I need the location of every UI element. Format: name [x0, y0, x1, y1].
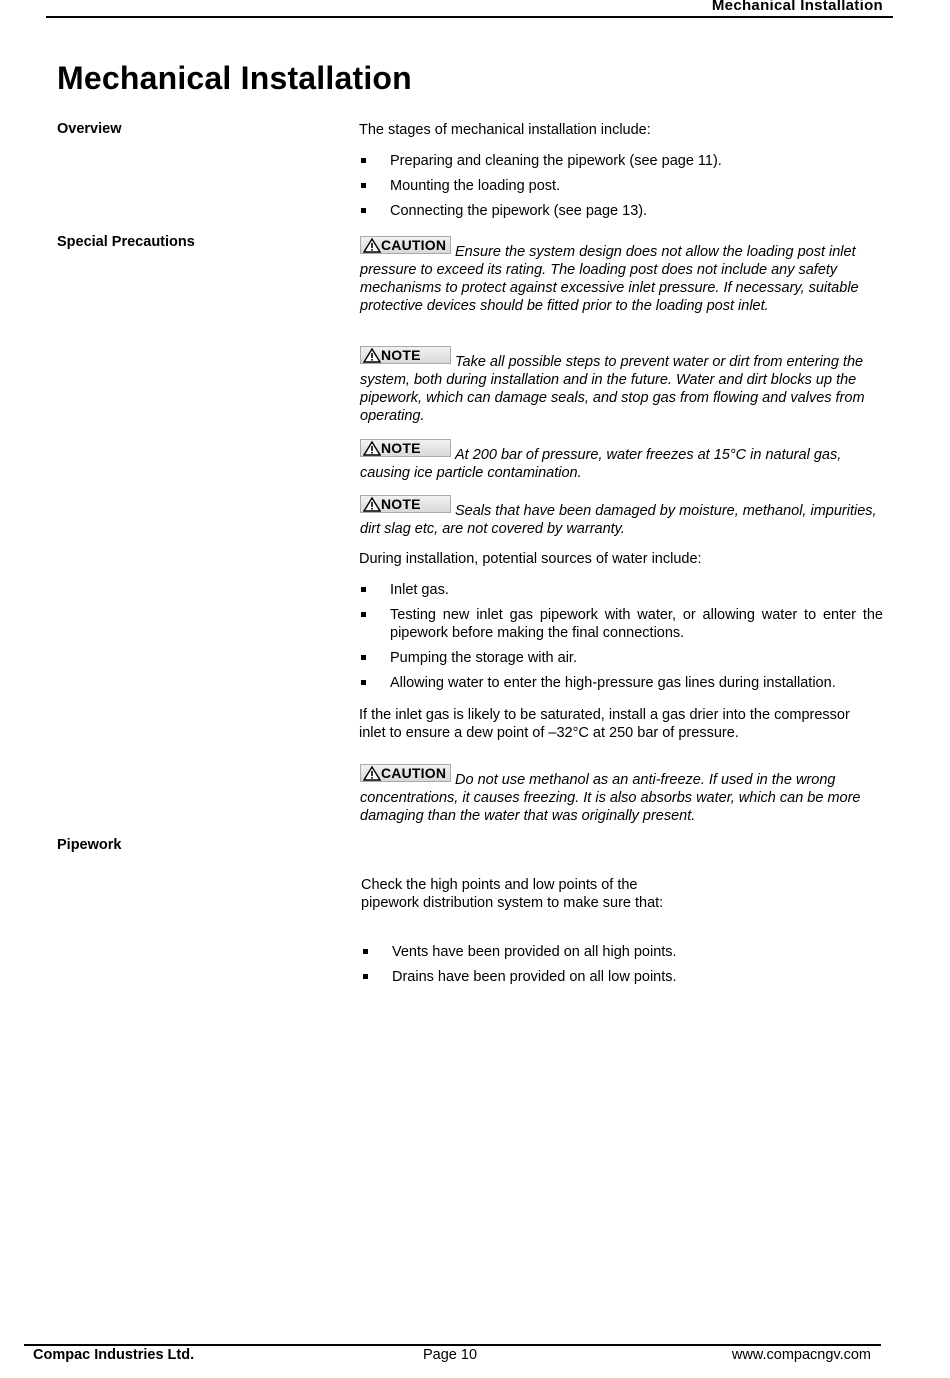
list-item: Preparing and cleaning the pipework (see page 11). — [359, 152, 889, 170]
list-item: Connecting the pipework (see page 13). — [359, 202, 889, 220]
pipework-list — [361, 943, 686, 993]
note-notice: NOTE Seals that have been damaged by moisture, methanol, impurities, dirt slag etc, are not covered by warranty. — [360, 496, 877, 537]
water-sources-intro: During installation, potential sources of water include: — [359, 551, 702, 567]
note-notice: NOTE Take all possible steps to prevent water or dirt from entering the system, both during installation and in the future. Water and dirt blocks up the pipework, which can damage seals, and stop gas from flowing and valves from operating. — [360, 347, 865, 424]
note-notice: NOTE At 200 bar of pressure, water freezes at 15°C in natural gas, causing ice particle contamination. — [360, 440, 842, 481]
water-sources-list — [359, 581, 883, 699]
bullet-icon — [363, 974, 368, 979]
overview-intro: The stages of mechanical installation include: — [359, 122, 651, 138]
bullet-icon — [361, 587, 366, 592]
overview-heading: Overview — [57, 121, 122, 137]
footer-company: Compac Industries Ltd. — [33, 1347, 195, 1363]
header-rule — [46, 16, 893, 18]
list-item: Allowing water to enter the high-pressure gas lines during installation. — [359, 674, 883, 692]
pipework-intro: Check the high points and low points of the pipework distribution system to make sure that: — [361, 877, 664, 911]
special-precautions-heading: Special Precautions — [57, 234, 195, 250]
bullet-icon — [361, 655, 366, 660]
warning-triangle-icon — [363, 348, 381, 363]
pipework-heading: Pipework — [57, 837, 122, 853]
warning-triangle-icon — [363, 766, 381, 781]
warning-triangle-icon — [363, 497, 381, 512]
warning-triangle-icon — [363, 441, 381, 456]
caution-badge: CAUTION — [360, 236, 451, 254]
note-badge: NOTE — [360, 346, 451, 364]
list-item: Pumping the storage with air. — [359, 649, 883, 667]
footer-rule — [24, 1344, 881, 1346]
list-item: Mounting the loading post. — [359, 177, 889, 195]
bullet-icon — [361, 612, 366, 617]
bullet-icon — [361, 680, 366, 685]
footer-website: www.compacngv.com — [731, 1347, 871, 1363]
running-header-title: Mechanical Installation — [711, 0, 883, 14]
gas-drier-paragraph: If the inlet gas is likely to be saturated, install a gas drier into the compressor inlet to ensure a dew point of –32°C at 250 bar of pressure. — [359, 707, 850, 741]
bullet-icon — [361, 183, 366, 188]
bullet-icon — [361, 208, 366, 213]
list-item: Testing new inlet gas pipework with water, or allowing water to enter the pipework before making the final connections. — [359, 606, 883, 642]
bullet-icon — [363, 949, 368, 954]
caution-notice: CAUTION Ensure the system design does not allow the loading post inlet pressure to exceed its rating. The loading post does not include any safety mechanisms to protect against excessive inlet pressure. If necessary, suitable protective devices should be fitted prior to the loading post inlet. — [360, 237, 859, 314]
footer-page-number: Page 10 — [423, 1347, 478, 1363]
overview-list — [359, 152, 889, 227]
note-badge: NOTE — [360, 439, 451, 457]
warning-triangle-icon — [363, 238, 381, 253]
caution-badge: CAUTION — [360, 764, 451, 782]
page-title: Mechanical Installation — [57, 60, 412, 96]
list-item: Drains have been provided on all low points. — [361, 968, 686, 986]
bullet-icon — [361, 158, 366, 163]
list-item: Inlet gas. — [359, 581, 883, 599]
note-badge: NOTE — [360, 495, 451, 513]
list-item: Vents have been provided on all high points. — [361, 943, 686, 961]
caution-notice: CAUTION Do not use methanol as an anti-freeze. If used in the wrong concentrations, it causes freezing. It is also absorbs water, which can be more damaging than the water that was originally present. — [360, 765, 861, 824]
